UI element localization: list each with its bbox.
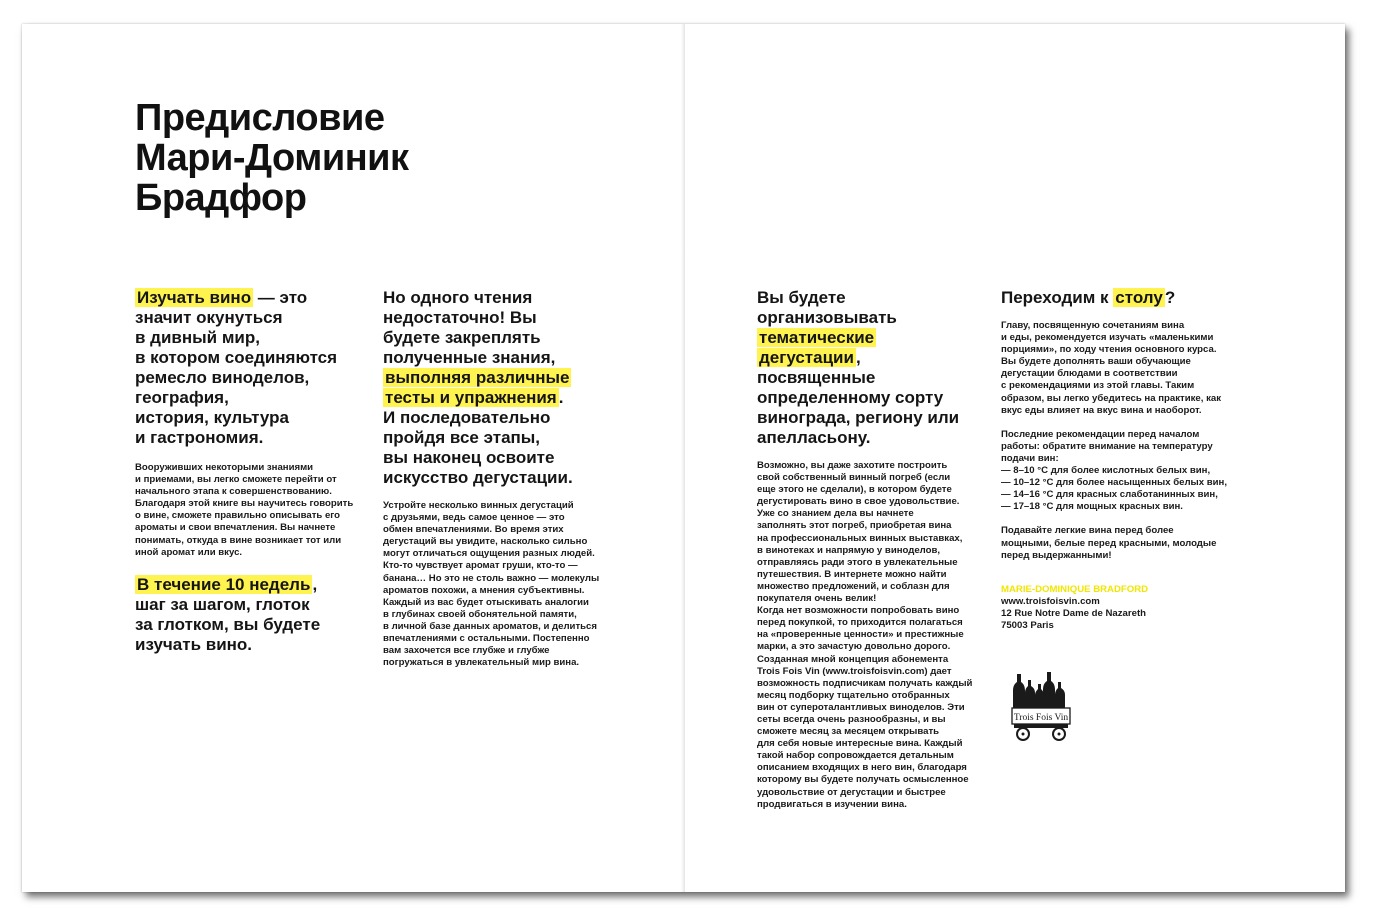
address-line: 75003 Paris [1001, 619, 1054, 631]
lead-line: определенному сорту [757, 388, 944, 407]
body-line: с друзьями, ведь самое ценное — это [383, 512, 565, 524]
body-line: удовольствие от дегустации и быстрее [757, 786, 946, 798]
body-line: дегустировать вино в свое удовольствие. [757, 496, 960, 508]
lead-line: изучать вино. [135, 634, 253, 654]
body-line: еще этого не сделали), в котором будете [757, 484, 952, 496]
heading-text: Переходим к [1001, 288, 1114, 307]
signature-address [1001, 596, 1271, 632]
body-line: Вооруживших некоторыми знаниями [135, 462, 314, 473]
left-col-2 [383, 288, 633, 669]
body-line: Вы будете дополнять ваши обучающие [1001, 356, 1191, 368]
lead-paragraph-2 [135, 575, 375, 655]
address-line: 12 Rue Notre Dame de Nazareth [1001, 607, 1147, 619]
body-line: в глубинах своей обонятельной памяти, [383, 608, 577, 620]
body-line: вкус еды влияет на вкус вина и наоборот. [1001, 404, 1202, 416]
lead-line: винограда, региону или [757, 408, 960, 427]
title-line: Предисловие [135, 97, 385, 139]
body-line: Устройте несколько винных дегустаций [383, 500, 574, 511]
highlight-text: Изучать вино [137, 288, 252, 307]
body-line: в личной базе данных ароматов, и делиться [383, 620, 597, 632]
body-line: в винотеках и напрямую у виноделов, [757, 544, 941, 556]
body-line: ароматы и свои впечатления. Вы начнете [135, 522, 336, 534]
body-line: свой собственный винный погреб (если [757, 472, 951, 484]
body-line: Главу, посвященную сочетаниям вина [1001, 320, 1185, 331]
page-title [135, 98, 655, 218]
body-line: продвигаться в изучении вина. [757, 798, 907, 810]
body-line: о вине, сможете правильно описывать его [135, 510, 341, 522]
highlight-text: выполняя различные [385, 368, 570, 387]
highlight-text: тесты и упражнения [385, 388, 557, 407]
lead-paragraph [757, 288, 997, 448]
body-line: Каждый из вас будет отыскивать аналогии [383, 596, 589, 608]
body-line: порциями», по ходу чтения основного курса. [1001, 344, 1217, 356]
right-col-1 [757, 288, 997, 811]
body-line: Уже со знанием дела вы начнете [757, 508, 914, 520]
lead-line: география, [135, 388, 229, 407]
lead-line: шаг за шагом, глоток [135, 594, 310, 614]
logo-text: Trois Fois Vin [1013, 713, 1069, 723]
body-line: могут отличаться ощущения разных людей. [383, 548, 595, 560]
body-paragraph [135, 462, 375, 559]
lead-line: посвященные [757, 368, 876, 387]
body-line: сеты всегда очень разнообразны, и вы [757, 713, 946, 725]
body-line: отправляясь ради этого в увлекательные [757, 556, 958, 568]
signature-name: MARIE-DOMINIQUE BRADFORD [1001, 583, 1149, 595]
body-line: множество предложений, и соблазн для [757, 580, 950, 592]
body-paragraph [383, 500, 633, 669]
body-line: заполнять этот погреб, приобретая вина [757, 520, 952, 532]
lead-line: искусство дегустации. [383, 468, 573, 487]
body-line: Trois Fois Vin (www.troisfoisvin.com) дает [757, 665, 952, 677]
body-line: обмен впечатлениями. Во время этих [383, 524, 564, 536]
website-link[interactable]: www.troisfoisvin.com [1001, 595, 1100, 607]
body-line: сможете месяц за месяцем открывать [757, 726, 940, 738]
body-line: марки, а это зачастую довольно дорого. [757, 641, 951, 653]
lead-line: Но одного чтения [383, 288, 533, 307]
body-line: покупателя очень велик! [757, 593, 877, 605]
highlight-text: тематические [759, 328, 875, 347]
title-line: Брадфор [135, 177, 307, 219]
section-heading [1001, 288, 1271, 308]
lead-line: апелласьону. [757, 428, 871, 447]
lead-line: значит окунуться [135, 308, 283, 327]
body-line: вам захочется все глубже и глубже [383, 645, 550, 657]
title-line: Мари-Доминик [135, 137, 409, 179]
lead-line: И последовательно [383, 408, 551, 427]
lead-line: ремесло виноделов, [135, 368, 310, 387]
lead-line: , [312, 574, 318, 594]
right-page [685, 24, 1345, 892]
highlight-text: В течение 10 недель [137, 574, 311, 594]
body-line: вин от супероталантливых виноделов. Эти [757, 701, 965, 713]
body-line: которому вы будете получать осмысленное [757, 774, 969, 786]
body-line: подачи вин: [1001, 452, 1059, 464]
body-line: месяц подборку тщательно отобранных [757, 689, 950, 701]
body-line: мощными, белые перед красными, молодые [1001, 537, 1217, 549]
left-page [22, 24, 685, 892]
body-line: иной аромат или вкус. [135, 546, 243, 558]
body-line: работы: обратите внимание на температуру [1001, 440, 1213, 452]
body-line: Созданная мной концепция абонемента [757, 653, 949, 665]
heading-text: ? [1164, 288, 1176, 307]
body-line: и еды, рекомендуется изучать «маленькими [1001, 332, 1214, 344]
body-line: образом, вы легко убедитесь на практике, как [1001, 392, 1222, 404]
body-line: описанием входящих в него вин, благодаря [757, 762, 967, 774]
highlight-text: столу [1115, 288, 1163, 307]
body-line: банана… Но это не столь важно — молекулы [383, 572, 600, 584]
lead-line: полученные знания, [383, 348, 556, 367]
body-line: ароматов похожи, а мнения субъективны. [383, 584, 585, 596]
body-paragraph [757, 460, 997, 811]
trois-fois-vin-logo [1011, 664, 1071, 742]
bottles-logo-icon [1011, 664, 1071, 742]
lead-line: и гастрономия. [135, 428, 264, 447]
body-line: начального этапа к совершенствованию. [135, 486, 332, 498]
left-col-1 [135, 288, 375, 655]
body-line: перед выдержанными! [1001, 549, 1112, 561]
body-line: для себя новые интересные вина. Каждый [757, 738, 963, 750]
lead-line: пройдя все этапы, [383, 428, 541, 447]
body-line: и приемами, вы легко сможете перейти от [135, 474, 337, 486]
temperature-item: — 8–10 °C для более кислотных белых вин, [1001, 465, 1211, 477]
body-line: с рекомендациями из этой главы. Таким [1001, 380, 1195, 392]
body-paragraph-1 [1001, 320, 1271, 417]
body-line: Подавайте легкие вина перед более [1001, 525, 1174, 537]
body-line: перед покупкой, то приходится полагаться [757, 617, 963, 629]
lead-line: вы наконец освоите [383, 448, 555, 467]
body-line: на профессиональных винных выставках, [757, 532, 963, 544]
body-line: на «проверенные ценности» и престижные [757, 629, 964, 641]
body-line: Благодаря этой книге вы научитесь говорить [135, 498, 354, 510]
body-line: погружаться в увлекательный мир вина. [383, 657, 580, 669]
lead-line: будете закреплять [383, 328, 541, 347]
body-line: дегустации блюдами в соответствии [1001, 368, 1178, 380]
body-line: путешествия. В интернете можно найти [757, 568, 947, 580]
temperature-item: — 14–16 °C для красных слаботанинных вин, [1001, 489, 1218, 501]
body-line: Возможно, вы даже захотите построить [757, 460, 948, 471]
lead-line: Вы будете [757, 288, 846, 307]
lead-paragraph-1 [135, 288, 375, 448]
lead-line: организовывать [757, 308, 897, 327]
lead-paragraph [383, 288, 633, 488]
body-line: Когда нет возможности попробовать вино [757, 605, 960, 617]
highlight-text: дегустации [759, 348, 854, 367]
lead-line: за глотком, вы будете [135, 614, 321, 634]
lead-line: — это [253, 288, 308, 307]
book-spread [22, 24, 1345, 892]
temperature-item: — 17–18 °C для мощных красных вин. [1001, 501, 1183, 513]
body-line: такой набор сопровождается детальным [757, 750, 954, 762]
lead-line: , [855, 348, 861, 367]
body-line: Кто-то чувствует аромат груши, кто-то — [383, 560, 578, 572]
temperature-item: — 10–12 °C для более насыщенных белых вин, [1001, 477, 1228, 489]
body-line: впечатлениями с остальными. Постепенно [383, 633, 590, 645]
lead-line: в котором соединяются [135, 348, 338, 367]
right-col-2 [1001, 288, 1271, 632]
lead-line: история, культура [135, 408, 289, 427]
lead-line: в дивный мир, [135, 328, 260, 347]
body-paragraph-3 [1001, 525, 1271, 561]
body-paragraph-2 [1001, 429, 1271, 514]
lead-line: . [558, 388, 564, 407]
body-line: понимать, откуда в вине возникает тот или [135, 534, 342, 546]
lead-line: недостаточно! Вы [383, 308, 537, 327]
body-line: Последние рекомендации перед началом [1001, 428, 1200, 440]
body-line: дегустаций вы увидите, насколько сильно [383, 536, 588, 548]
body-line: возможность подписчикам получать каждый [757, 677, 973, 689]
